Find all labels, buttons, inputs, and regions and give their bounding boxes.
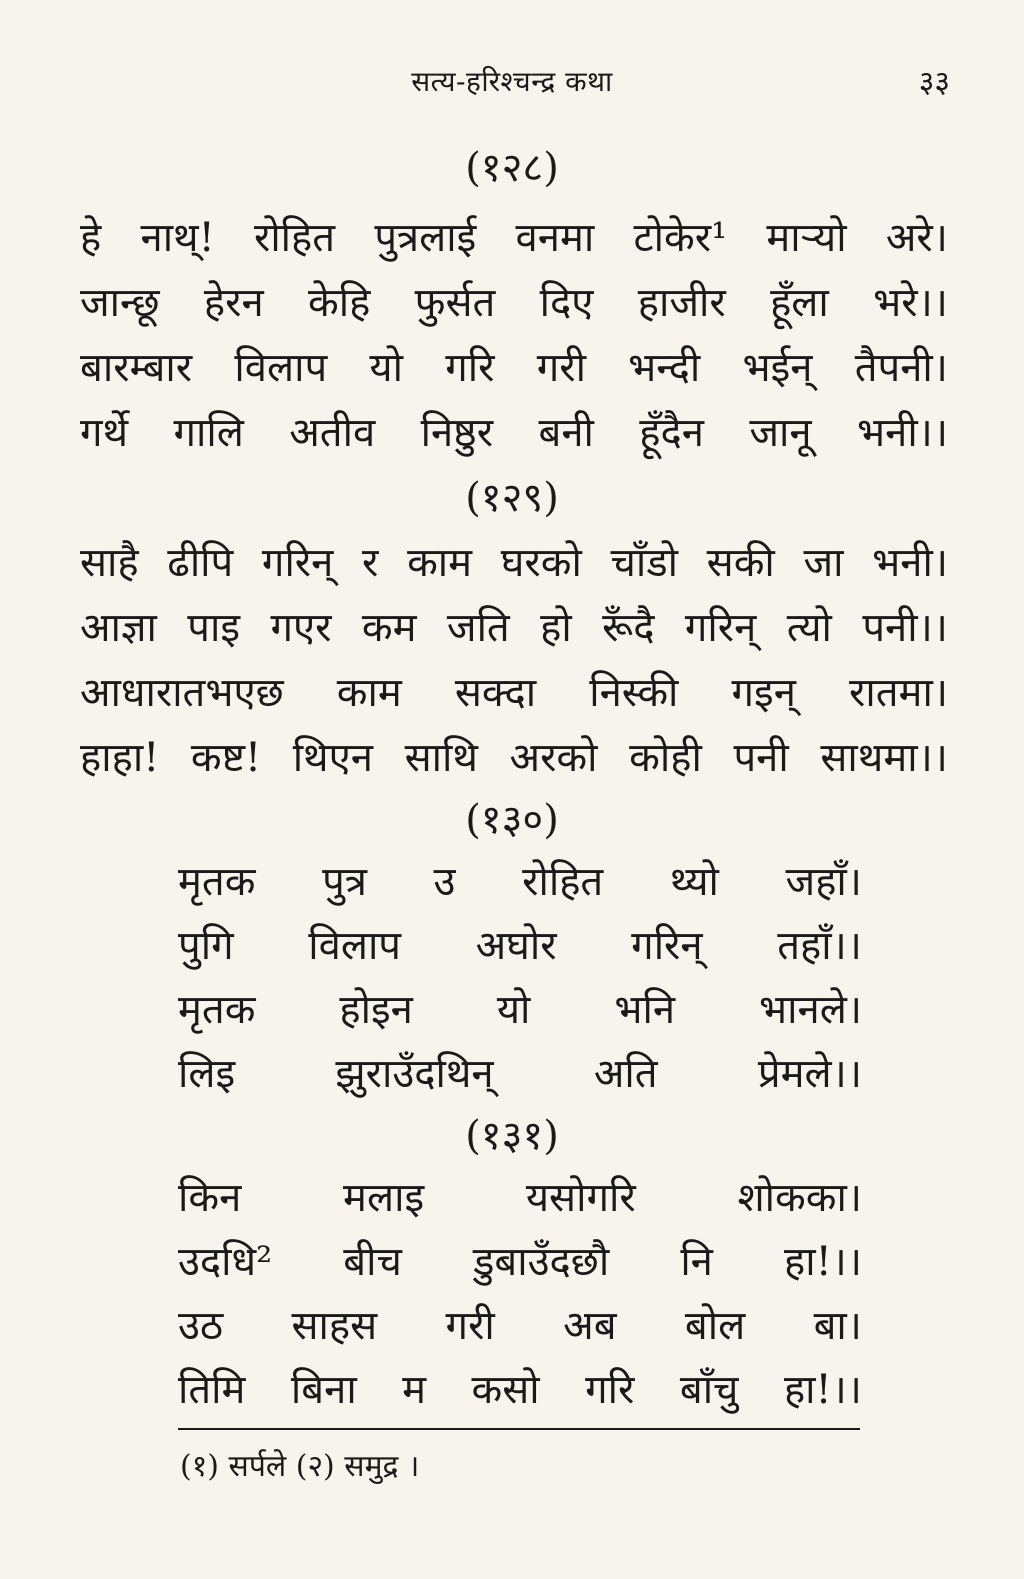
- verse-word: कम: [361, 605, 417, 651]
- verse-word: गरि: [585, 1367, 635, 1413]
- verse-word: रोहित: [522, 859, 604, 905]
- verse-word: गरि: [445, 345, 495, 391]
- verse-word: पाइ: [187, 605, 241, 651]
- verse-word: साथि: [404, 735, 478, 781]
- verse-line: [178, 987, 862, 1033]
- verse-word: बोल: [684, 1303, 746, 1349]
- verse-word: त्यो: [786, 605, 832, 651]
- running-head: [0, 56, 1024, 104]
- verse-word: आधारातभएछ: [80, 670, 284, 716]
- verse-word: भईन्: [742, 345, 813, 391]
- verse-word: म: [402, 1367, 427, 1413]
- verse-word: गरी: [445, 1303, 495, 1349]
- verse-line: [80, 280, 948, 326]
- verse-word: यो: [496, 987, 531, 1033]
- verse-word: जति: [446, 605, 510, 651]
- verse-word: केहि: [308, 280, 371, 326]
- verse-word: पुगि: [178, 923, 234, 969]
- verse-word: थिएन: [292, 735, 373, 781]
- verse-word: भनी।।: [857, 410, 948, 456]
- page-number: ३३: [918, 65, 950, 100]
- verse-word: झुराउँदथिन्: [335, 1051, 494, 1097]
- verse-word: बिना: [290, 1367, 357, 1413]
- verse-word: भन्दी: [628, 345, 701, 391]
- verse-word: दिए: [539, 280, 594, 326]
- verse-line: [178, 923, 862, 969]
- verse-word: गरिन्: [631, 923, 703, 969]
- verse-word: ढीपि: [167, 540, 234, 586]
- verse-word: पनी।।: [862, 605, 948, 651]
- verse-word: हाहा!: [80, 735, 160, 781]
- verse-word: सकी: [706, 540, 775, 586]
- footnote-rule: [178, 1428, 860, 1430]
- verse-word: हे: [80, 215, 102, 261]
- verse-line: [80, 735, 948, 781]
- verse-word: जान्छू: [80, 280, 160, 326]
- verse-word: यो: [369, 345, 403, 391]
- verse-word: बाँचु: [679, 1367, 739, 1413]
- verse-line: [80, 605, 948, 651]
- book-title: सत्य-हरिश्चन्द्र कथा: [411, 65, 613, 98]
- verse-word: होइन: [339, 987, 413, 1033]
- verse-word: किन: [178, 1175, 242, 1221]
- verse-line: [178, 1175, 862, 1221]
- verse-word: अब: [563, 1303, 617, 1349]
- verse-word: उ: [433, 859, 456, 905]
- verse-word: वनमा: [515, 215, 595, 261]
- verse-word: काम: [336, 670, 402, 716]
- verse-word: नाथ्!: [140, 215, 215, 261]
- verse-word: जा: [803, 540, 844, 586]
- verse-word: भनि: [614, 987, 676, 1033]
- verse-word: जहाँ।: [785, 859, 862, 905]
- verse-word: अरको: [509, 735, 598, 781]
- verse-word: भरे।।: [873, 280, 948, 326]
- verse-word: हेरन: [203, 280, 264, 326]
- verse-word: विलाप: [234, 345, 328, 391]
- verse-word: जानू: [749, 410, 812, 456]
- verse-line: [178, 1051, 862, 1097]
- verse-number-131: (१३१): [465, 1113, 559, 1159]
- verse-word: गरी: [536, 345, 586, 391]
- verse-line: [80, 215, 948, 261]
- footnotes: (१) सर्पले (२) समुद्र ।: [180, 1449, 420, 1484]
- verse-number-129: (१२९): [465, 475, 559, 521]
- verse-word: बारम्बार: [80, 345, 193, 391]
- verse-word: हो: [540, 605, 572, 651]
- verse-word: विलाप: [308, 923, 402, 969]
- verse-word: निस्की: [589, 670, 679, 716]
- verse-word: डुबाउँदछौ: [473, 1239, 610, 1285]
- verse-line: [178, 1367, 862, 1413]
- verse-word: यसोगरि: [525, 1175, 636, 1221]
- verse-word: गरिन्: [261, 540, 334, 586]
- verse-word: कसो: [471, 1367, 540, 1413]
- verse-word: हूँला: [770, 280, 829, 326]
- verse-word: गइन्: [731, 670, 796, 716]
- verse-line: [80, 540, 948, 586]
- verse-line: [80, 345, 948, 391]
- verse-line: [80, 670, 948, 716]
- verse-word: गएर: [270, 605, 332, 651]
- verse-word: थ्यो: [669, 859, 719, 905]
- verse-word: गर्थे: [80, 410, 129, 456]
- verse-word: उठ: [178, 1303, 224, 1349]
- verse-word: कष्ट!: [190, 735, 262, 781]
- verse-word: घरको: [500, 540, 582, 586]
- verse-word: लिइ: [178, 1051, 236, 1097]
- verse-word: अतीव: [289, 410, 376, 456]
- verse-line: [178, 1303, 862, 1349]
- verse-number-130: (१३०): [465, 797, 559, 843]
- verse-word: फुर्सत: [414, 280, 496, 326]
- verse-word: सक्दा: [454, 670, 537, 716]
- verse-word: अति: [593, 1051, 658, 1097]
- verse-word: साहस: [291, 1303, 378, 1349]
- verse-number-128: (१२८): [465, 145, 559, 191]
- verse-word: अरे।: [885, 215, 948, 261]
- verse-word: प्रेमले।।: [757, 1051, 862, 1097]
- verse-word: टोकेर¹: [633, 215, 728, 261]
- verse-word: कोही: [629, 735, 702, 781]
- verse-word: अघोर: [475, 923, 557, 969]
- verse-word: रातमा।: [849, 670, 948, 716]
- verse-word: नि: [680, 1239, 713, 1285]
- verse-word: निष्ठुर: [420, 410, 494, 456]
- verse-word: बा।: [813, 1303, 862, 1349]
- verse-line: [178, 859, 862, 905]
- verse-word: आज्ञा: [80, 605, 157, 651]
- verse-line: [178, 1239, 862, 1285]
- verse-word: पनी: [733, 735, 789, 781]
- verse-line: [80, 410, 948, 456]
- verse-word: तहाँ।।: [777, 923, 862, 969]
- verse-word: रूँदै: [602, 605, 655, 651]
- verse-word: भानले।: [759, 987, 862, 1033]
- verse-word: शोकका।: [737, 1175, 862, 1221]
- verse-word: हूँदैन: [639, 410, 704, 456]
- verse-word: गालि: [173, 410, 244, 456]
- verse-word: साथमा।।: [820, 735, 948, 781]
- verse-word: साहै: [80, 540, 139, 586]
- verse-word: हा!।।: [784, 1239, 862, 1285]
- verse-word: पुत्र: [322, 859, 367, 905]
- verse-word: रोहित: [253, 215, 336, 261]
- verse-word: तिमि: [178, 1367, 246, 1413]
- verse-word: मलाइ: [343, 1175, 425, 1221]
- verse-word: बनी: [538, 410, 594, 456]
- verse-word: माऱ्यो: [766, 215, 847, 261]
- verse-word: हाजीर: [637, 280, 726, 326]
- verse-word: हा!।।: [783, 1367, 862, 1413]
- verse-word: चाँडो: [610, 540, 678, 586]
- verse-word: गरिन्: [684, 605, 757, 651]
- verse-word: भनी।: [872, 540, 948, 586]
- verse-word: मृतक: [178, 987, 256, 1033]
- verse-word: काम: [407, 540, 473, 586]
- verse-word: र: [362, 540, 379, 586]
- verse-word: बीच: [343, 1239, 402, 1285]
- verse-word: मृतक: [178, 859, 256, 905]
- verse-word: पुत्रलाई: [374, 215, 477, 261]
- verse-word: उदधि²: [178, 1239, 273, 1285]
- verse-word: तैपनी।: [854, 345, 948, 391]
